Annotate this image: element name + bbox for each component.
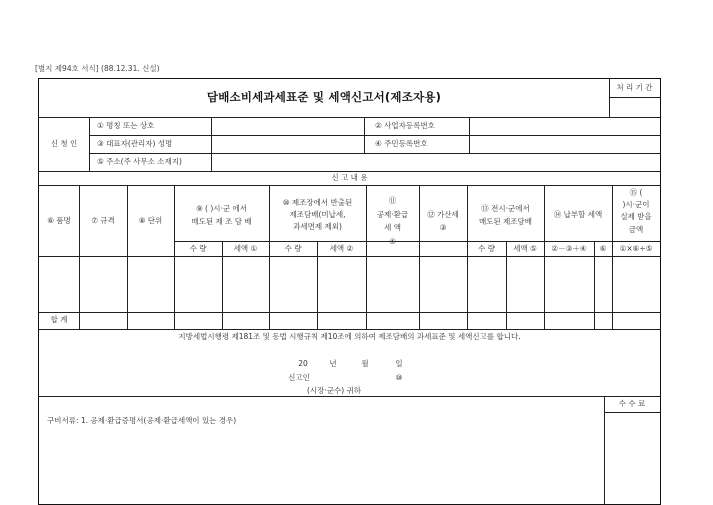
declaration-section-label: 신 고 내 용 [331,173,368,182]
sub-tax-5: 세액 ⑤ [513,244,537,253]
rule-applicant-b [364,117,365,153]
rule-col-8 [419,185,420,329]
rule-total-bottom [39,329,660,330]
rule-col-11 [544,185,545,329]
rule-applicant-left [89,117,90,171]
declaration-form [38,78,661,505]
rule-col-1 [79,185,80,329]
col-sold-in-city-2: 매도된 제 조 담 배 [191,217,252,226]
col-payable: ⑭ 납부할 세액 [553,210,603,219]
business-reg-number-label: ② 사업자등록번호 [375,121,435,130]
col-refund-4: ④ [389,237,396,246]
applicant-label: 신 청 인 [50,139,78,148]
rule-col-6 [317,241,318,329]
col-refund-2: 공제·환급 [376,210,409,219]
col-spec: ⑦ 규격 [91,216,115,225]
rule-processing-split [609,97,660,98]
sub-tax-1: 세액 ① [233,244,258,253]
col-surcharge-1: ⑫ 가산세 [427,210,459,219]
total-label: 합 계 [50,315,68,324]
attachments-note: 구비서류: 1. 공제·환급증명서(공제·환급세액이 있는 경우) [47,416,237,425]
representative-name-label: ③ 대표자(관리자) 성명 [97,139,173,148]
sub-qty-2: 수 량 [284,244,302,253]
legal-statement: 지방세법시행령 제181조 및 동법 시행규칙 제10조에 의하여 제조담배의 과세표준 및 세액신고를 합니다. [178,332,521,341]
rule-applicant-d [211,153,212,171]
rule-applicant-bottom [39,171,660,172]
rule-applicant-2 [89,153,660,154]
col-nationwide-2: 매도된 제조담배 [478,217,533,226]
rule-applicant-c [469,117,470,153]
col-sold-in-city-1: ⑨ ( )시·군 에서 [195,204,248,213]
rule-total-top [39,312,660,313]
form-reference: [별지 제94호 서식] (88.12.31. 신설) [35,64,160,73]
fee-label: 수 수 료 [618,399,646,408]
rule-col-12 [594,241,595,329]
date-day: 일 [395,359,403,368]
rule-col-7 [366,185,367,329]
rule-applicant-1 [89,135,660,136]
date-year: 년 [329,359,337,368]
recipient-line: (시장·군수) 귀하 [306,386,362,395]
rule-statement-bottom [39,396,660,397]
rule-header-bottom [39,256,660,257]
rule-section-bottom [39,185,660,186]
col-nationwide-1: ⑬ 전시·군에서 [481,204,530,213]
col-surcharge-2: ③ [439,223,447,232]
col-city-receive-4: 금액 [628,225,644,234]
col-taken-out-1: ⑩ 제조장에서 반출된 [282,198,353,207]
col-city-receive-3: 실제 받을 [620,212,652,221]
rule-fee-left [604,396,605,504]
col-refund-3: 세 액 [384,223,401,232]
processing-period-label: 처 리 기 간 [616,83,653,92]
date-month: 월 [361,359,369,368]
sub-tax-2: 세액 ② [329,244,354,253]
date-year-prefix: 20 [298,359,308,368]
col-unit: ⑧ 단위 [138,216,163,225]
col-city-receive-1: ⑮ ( [629,188,643,197]
col-taken-out-2: 제조담배(미납세, [289,210,346,219]
rule-col-4 [222,241,223,329]
name-or-trade-label: ① 명칭 또는 상호 [97,121,155,130]
rule-col-2 [127,185,128,329]
rule-fee-split [604,412,660,413]
address-label: ⑤ 주소(주 사무소 소재지) [97,157,182,166]
sub-formula-1: ②－③＋④ [551,244,587,253]
reporter-label: 신고인 [288,373,310,382]
col-refund-1: ⑪ [388,196,397,205]
rule-col-10 [506,241,507,329]
form-title: 담배소비세과세표준 및 세액신고서(제조자용) [206,90,442,104]
sub-circle-6: ⑥ [599,244,607,253]
reporter-seal: ⑩ [395,373,403,382]
col-product-name: ⑥ 품명 [47,216,71,225]
rule-applicant-a [211,117,212,153]
rule-title-bottom [39,117,660,118]
sub-qty-1: 수 량 [189,244,207,253]
col-taken-out-3: 과세면제 제외) [293,222,342,231]
resident-reg-number-label: ④ 주민등록번호 [375,139,428,148]
sub-qty-3: 수 량 [478,244,495,253]
sub-formula-2: ①×⑥÷⑤ [619,244,653,253]
col-city-receive-2: )시·군이 [622,200,650,209]
